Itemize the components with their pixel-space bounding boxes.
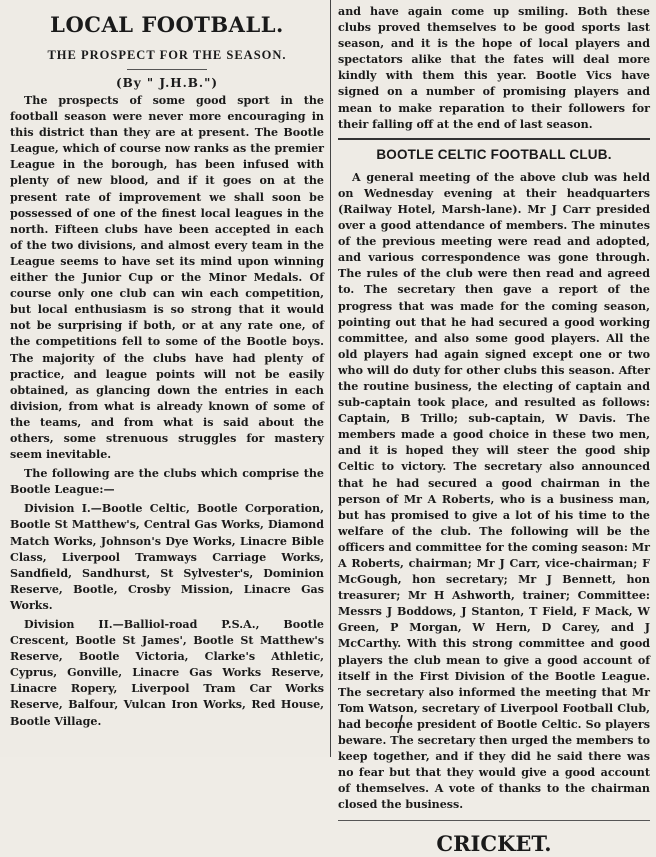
article-paragraph-division-two: Division II.—Balliol-road P.S.A., Bootle Crescent, Bootle St James', Bootle St Matthew's Reserve, Bootle Victoria, Clarke's Athletic, Cyprus, Gonville, Linacre Gas Works Reserve, Linacre Ropery, Liverpool Tram Car Works Reserve, Balfour, Vulcan Iron Works, Red House, Bootle Village. [10, 618, 324, 728]
article-paragraph-division-one: Division I.—Bootle Celtic, Bootle Corporation, Bootle St Matthew's, Central Gas Works, Diamond Match Works, Johnson's Dye Works, Linacre Bible Class, Liverpool Tramways Carriage Works, Sandfield, Sandhurst, St Sylvester's, Dominion Reserve, Bootle, Crosby Mission, Linacre Gas Works. [10, 502, 324, 612]
headline-cricket: CRICKET. [436, 830, 552, 856]
article-paragraph-celtic-meeting: A general meeting of the above club was held on Wednesday evening at their headquarters (Railway Hotel, Marsh-lane). Mr J Carr presided over a good attendance of members. The minutes of the previous meeting were read and adopted, and various correspondence was gone through. The rules of the club were then read and agreed to. The secretary then gave a report of the progress that was made for the coming season, pointing out that he had secured a good working committee, and also some good players. All the old players had again signed except one or two who will do duty for other clubs this season. After the routine business, the electing of captain and sub-captain took place, and resulted as follows: Captain, B Trillo; sub-captain, W Davis. The members made a good choice in these two men, and it is hoped they will steer the good ship Celtic to victory. The secretary also announced that he had secured a good chairman in the person of Mr A Roberts, who is a business man, but has promised to give a lot of his time to the welfare of the club. The following will be the officers and committee for the coming season: Mr A Roberts, chairman; Mr J Carr, vice-chairman; F McGough, hon secretary; Mr J Bennett, hon treasurer; Mr H Ashworth, trainer; Committee: Messrs J Boddows, J Stanton, T Field, F Mack, W Green, P Morgan, W Hern, D Carey, and J McCarthy. With this strong committee and good players the club mean to give a good account of itself in the First Division of the Bootle League. The secretary also informed the meeting that Mr Tom Watson, secretary of Liverpool Football Club, had become president of Bootle Celtic. So players beware. The secretary then urged the members to keep together, and if they did he said there was no fear but that they would give a good account of themselves. A vote of thanks to the chairman closed the business. [338, 170, 650, 812]
column-divider [330, 0, 331, 757]
section-rule [338, 138, 650, 140]
ink-mark-icon [396, 714, 404, 734]
section-rule-thin [338, 820, 650, 821]
article-paragraph-intro: The prospects of some good sport in the football season were never more encouraging in this district than they are at present. The Bootle League, which of course now ranks as the premier League in the borough, has been infused with plenty of new blood, and if it goes on at the present rate of improvement we shall soon be possessed of one of the finest local leagues in the north. Fifteen clubs have been accepted in each of the two divisions, and almost every team in the League seems to have set its mind upon winning either the Junior Cup or the Minor Medals. Of course only one club can win each competition, but local enthusiasm is so strong that it would not be surprising if both, or at any rate one, of the competitions fell to some of the Bootle boys. The majority of the clubs have had plenty of practice, and league points will not be easily obtained, as glancing down the entries in each division, from what is already known of some of the teams, and from what is said about the others, some strenuous struggles for mastery seem inevitable. [10, 94, 324, 462]
byline: (By " J.H.B.") [115, 76, 219, 90]
headline-bootle-celtic: BOOTLE CELTIC FOOTBALL CLUB. [376, 146, 612, 162]
short-rule [127, 69, 207, 70]
headline-local-football: LOCAL FOOTBALL. [50, 12, 284, 37]
article-paragraph-continued: and have again come up smiling. Both these clubs proved themselves to be good sports last season, and it is the hope of local players and spectators alike that the fates will deal more kindly with them this year. Bootle Vics have signed on a number of promising players and mean to make reparation to their followers for their falling off at the end of last season. [338, 5, 650, 131]
left-column [10, 4, 324, 757]
right-column [338, 4, 650, 856]
subheadline-prospect: THE PROSPECT FOR THE SEASON. [47, 48, 287, 62]
article-paragraph-clubs-intro: The following are the clubs which comprise the Bootle League:— [10, 467, 324, 497]
